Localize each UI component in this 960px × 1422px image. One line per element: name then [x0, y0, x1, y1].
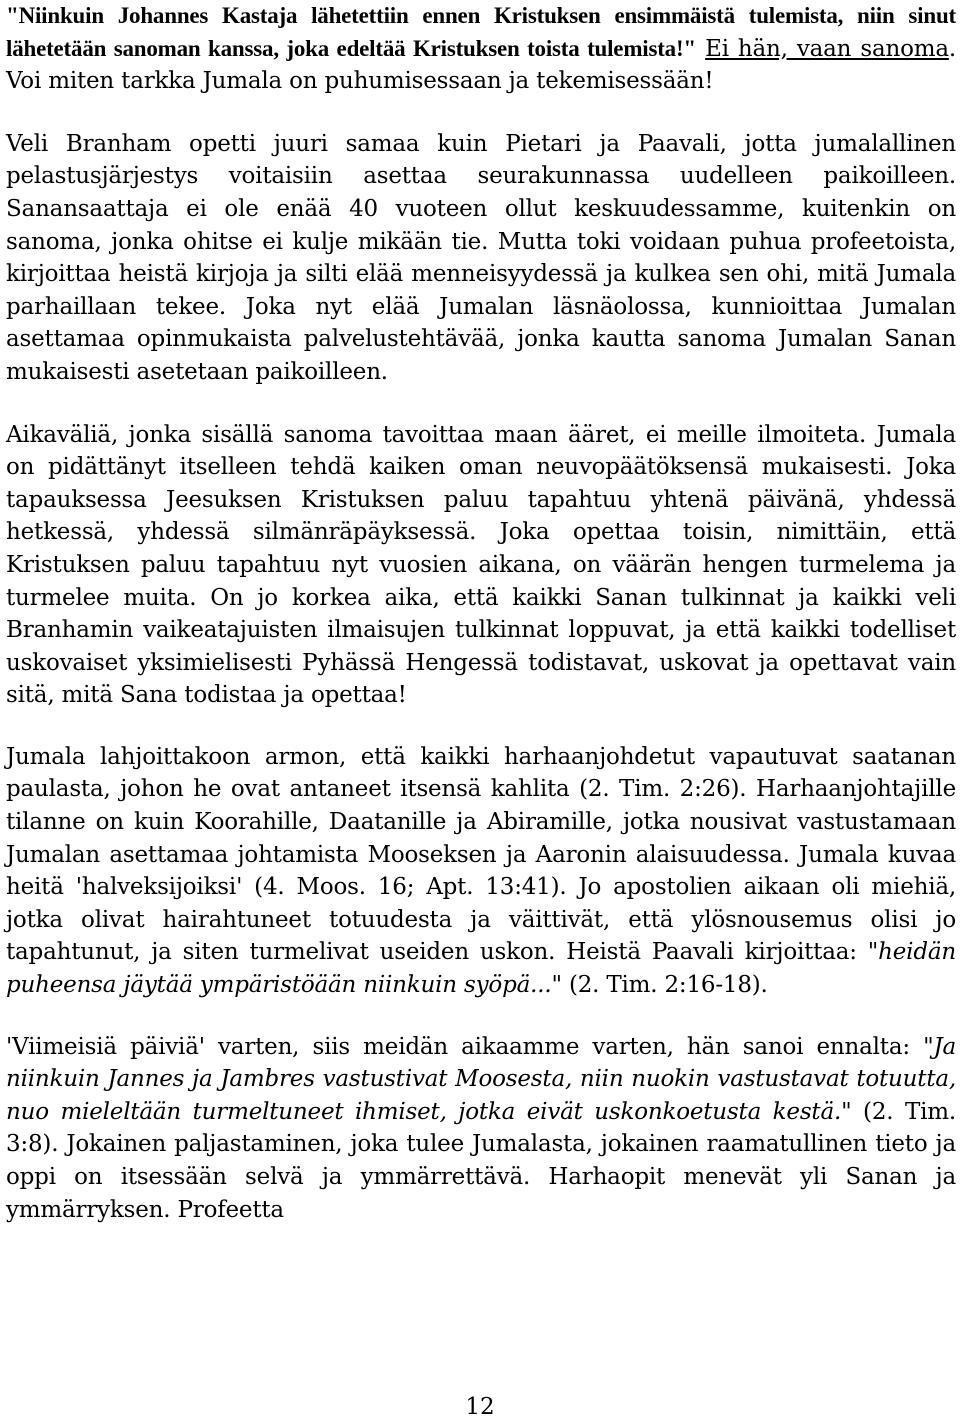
paragraph-5-tail: (2. Tim. 3:8). Jokainen paljastaminen, joka tulee Jumalasta, jokainen raamatullinen tieto ja oppi on itsessään selvä ja ymmärrettävä. Harhaopit menevät yli Sanan ja ymmärryksen. Profeetta: [6, 1098, 956, 1223]
paragraph-1: [6, 0, 956, 98]
page-number: 12: [465, 1394, 495, 1420]
bold-quote: "Niinkuin Johannes Kastaja lähetettiin ennen Kristuksen ensimmäistä tulemista, niin sinut lähetetään sanoman kanssa, joka edeltää Kristuksen toista tulemista!": [6, 3, 956, 61]
paragraph-2: Veli Branham opetti juuri samaa kuin Pietari ja Paavali, jotta jumalallinen pelastusjärjestys voitaisiin asettaa seurakunnassa uudelleen paikoilleen. Sanansaattaja ei ole enää 40 vuoteen ollut keskuudessamme, kuitenkin on sanoma, jonka ohitse ei kulje mikään tie. Mutta toki voidaan puhua profeetoista, kirjoittaa heistä kirjoja ja silti elää menneisyydessä ja kulkea sen ohi, mitä Jumala parhaillaan tekee. Joka nyt elää Jumalan läsnäolossa, kunnioittaa Jumalan asettamaa opinmukaista palvelustehtävää, jonka kautta sanoma Jumalan Sanan mukaisesti asetetaan paikoilleen.: [6, 130, 956, 385]
paragraph-4-text: Jumala lahjoittakoon armon, että kaikki harhaanjohdetut vapautuvat saatanan paulasta, johon he ovat antaneet itsensä kahlita (2. Tim. 2:26). Harhaanjohtajille tilanne on kuin Koorahille, Daatanille ja Abiramille, jotka nousivat vastustamaan Jumalan asettamaa johtamista Mooseksen ja Aaronin alaisuudessa. Jumala kuvaa heitä 'halveksijoiksi' (4. Moos. 16; Apt. 13:41). Jo apostolien aikaan oli miehiä, jotka olivat hairahtuneet totuudesta ja väittivät, että ylösnousemus olisi jo tapahtunut, ja siten turmelivat useiden uskon. Heistä Paavali kirjoittaa:: [6, 743, 956, 966]
underlined-phrase: Ei hän, vaan sanoma: [705, 35, 949, 62]
paragraph-5: [6, 1031, 956, 1227]
italic-quote: "Ja niinkuin Jannes ja Jambres vastustivat Moosesta, niin nuokin vastustavat totuutta, nuo mieleltään turmeltuneet ihmiset, jotka eivät uskonkoetusta kestä.": [6, 1033, 956, 1125]
document-page: [6, 0, 956, 1226]
paragraph-1-rest: . Voi miten tarkka Jumala on puhumisessaan ja tekemisessään!: [6, 35, 956, 95]
paragraph-4-tail: (2. Tim. 2:16-18).: [561, 972, 768, 999]
paragraph-5-text: 'Viimeisiä päiviä' varten, siis meidän aikaamme varten, hän sanoi ennalta:: [6, 1033, 924, 1060]
paragraph-4: [6, 741, 956, 1002]
paragraph-3: Aikaväliä, jonka sisällä sanoma tavoittaa maan ääret, ei meille ilmoiteta. Jumala on pidättänyt itselleen tehdä kaiken oman neuvopäätöksensä mukaisesti. Joka tapauksessa Jeesuksen Kristuksen paluu tapahtuu yhtenä päivänä, yhdessä hetkessä, yhdessä silmänräpäyksessä. Joka opettaa toisin, nimittäin, että Kristuksen paluu tapahtuu nyt vuosien aikana, on väärän hengen turmelema ja turmelee muita. On jo korkea aika, että kaikki Sanan tulkinnat ja kaikki veli Branhamin vaikeatajuisten ilmaisujen tulkinnat loppuvat, ja että kaikki todelliset uskovaiset yksimielisesti Pyhässä Hengessä todistavat, uskovat ja opettavat vain sitä, mitä Sana todistaa ja opettaa!: [6, 421, 956, 709]
italic-quote: "heidän puheensa jäytää ympäristöään niinkuin syöpä...": [6, 939, 956, 999]
